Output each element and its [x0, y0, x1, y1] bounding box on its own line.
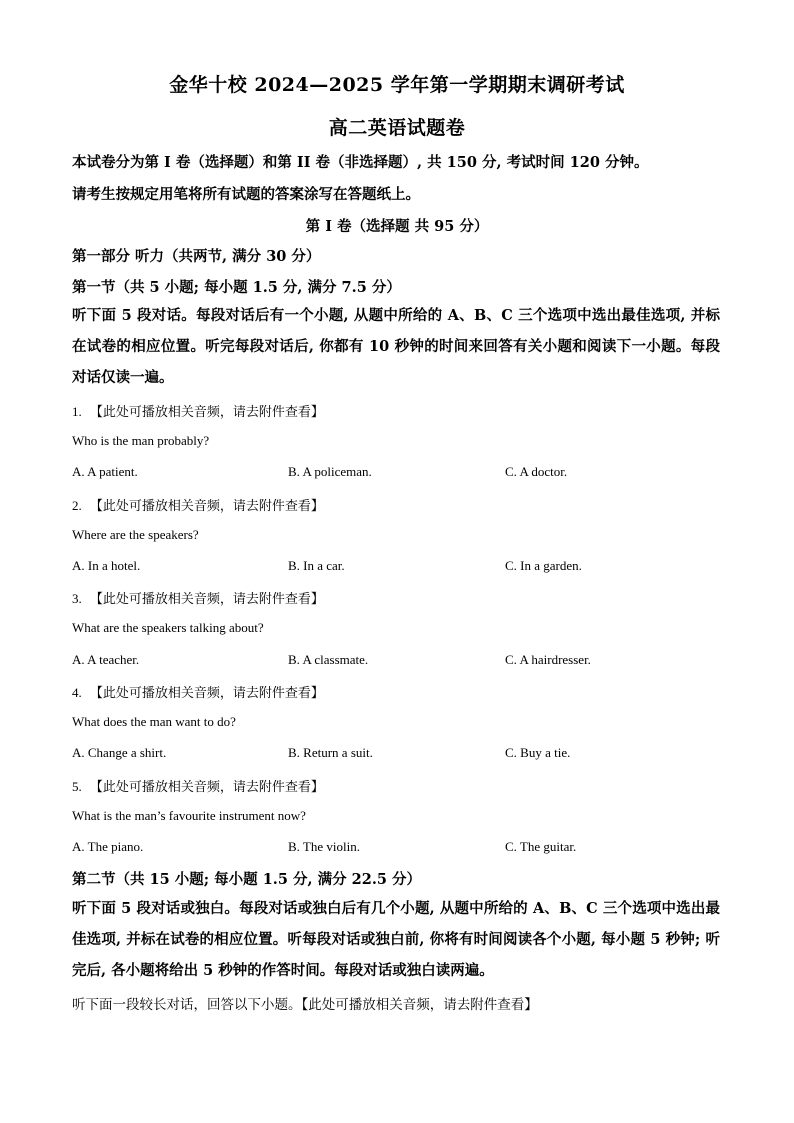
question-4-number: 4. [72, 685, 82, 700]
question-5-header [72, 776, 324, 795]
question-5-option-a: A. The piano. [72, 839, 144, 854]
intro-line-2: 请考生按规定用笔将所有试题的答案涂写在答题纸上。 [72, 186, 420, 203]
question-3-option-a: A. A teacher. [72, 652, 140, 667]
exam-title: 金华十校 2024—2025 学年第一学期期末调研考试 [169, 74, 625, 96]
question-2-header [72, 495, 324, 514]
question-2-number: 2. [72, 498, 82, 513]
question-5-audio-note: 【此处可播放相关音频，请去附件查看】 [89, 780, 324, 795]
section2-instruction: 听下面 5 段对话或独白。每段对话或独白后有几个小题, 从题中所给的 A、B、C 三个选项中选出最佳选项, 并标在试卷的相应位置。听每段对话或独白前, 你将有时间阅读各个小题, 每小题 5 秒钟; 听完后, 各小题将给出 5 秒钟的作答时间。每段对话或独白读两遍。 [72, 900, 720, 979]
intro-line-1: 本试卷分为第 I 卷（选择题）和第 II 卷（非选择题）, 共 150 分, 考试时间 120 分钟。 [72, 154, 649, 171]
question-5-option-c: C. The guitar. [505, 839, 577, 854]
question-5-option-b: B. The violin. [288, 839, 360, 854]
question-3-text: What are the speakers talking about? [72, 620, 264, 635]
long-dialogue-note: 听下面一段较长对话，回答以下小题。【此处可播放相关音频，请去附件查看】 [72, 997, 538, 1013]
question-1-option-c: C. A doctor. [505, 464, 568, 479]
question-3-option-c: C. A hairdresser. [505, 652, 591, 667]
question-1-audio-note: 【此处可播放相关音频，请去附件查看】 [89, 405, 324, 420]
question-4-audio-note: 【此处可播放相关音频，请去附件查看】 [89, 686, 324, 701]
question-3-audio-note: 【此处可播放相关音频，请去附件查看】 [89, 592, 324, 607]
volume1-heading: 第 I 卷（选择题 共 95 分） [305, 218, 489, 235]
question-5-number: 5. [72, 779, 82, 794]
question-2-option-b: B. In a car. [288, 558, 345, 573]
part1-heading: 第一部分 听力（共两节, 满分 30 分） [72, 248, 321, 265]
question-3-option-b: B. A classmate. [288, 652, 369, 667]
question-4-option-a: A. Change a shirt. [72, 745, 167, 760]
question-4-text: What does the man want to do? [72, 714, 236, 729]
question-2-audio-note: 【此处可播放相关音频，请去附件查看】 [89, 499, 324, 514]
question-5-text: What is the man’s favourite instrument now? [72, 808, 306, 823]
question-2-text: Where are the speakers? [72, 527, 199, 542]
question-3-number: 3. [72, 591, 82, 606]
section1-heading: 第一节（共 5 小题; 每小题 1.5 分, 满分 7.5 分） [72, 279, 401, 296]
question-2-option-c: C. In a garden. [505, 558, 582, 573]
question-1-number: 1. [72, 404, 82, 419]
question-3-header [72, 588, 324, 607]
question-1-header [72, 401, 324, 420]
section1-instruction: 听下面 5 段对话。每段对话后有一个小题, 从题中所给的 A、B、C 三个选项中选出最佳选项, 并标在试卷的相应位置。听完每段对话后, 你都有 10 秒钟的时间来回答有关小题和阅读下一小题。每段对话仅读一遍。 [72, 307, 720, 386]
question-2-option-a: A. In a hotel. [72, 558, 141, 573]
question-4-option-c: C. Buy a tie. [505, 745, 571, 760]
exam-subtitle: 高二英语试题卷 [328, 117, 466, 139]
question-4-option-b: B. Return a suit. [288, 745, 373, 760]
section2-heading: 第二节（共 15 小题; 每小题 1.5 分, 满分 22.5 分） [72, 871, 422, 888]
question-1-option-a: A. A patient. [72, 464, 138, 479]
question-4-header [72, 682, 324, 701]
question-1-text: Who is the man probably? [72, 433, 210, 448]
question-1-option-b: B. A policeman. [288, 464, 372, 479]
